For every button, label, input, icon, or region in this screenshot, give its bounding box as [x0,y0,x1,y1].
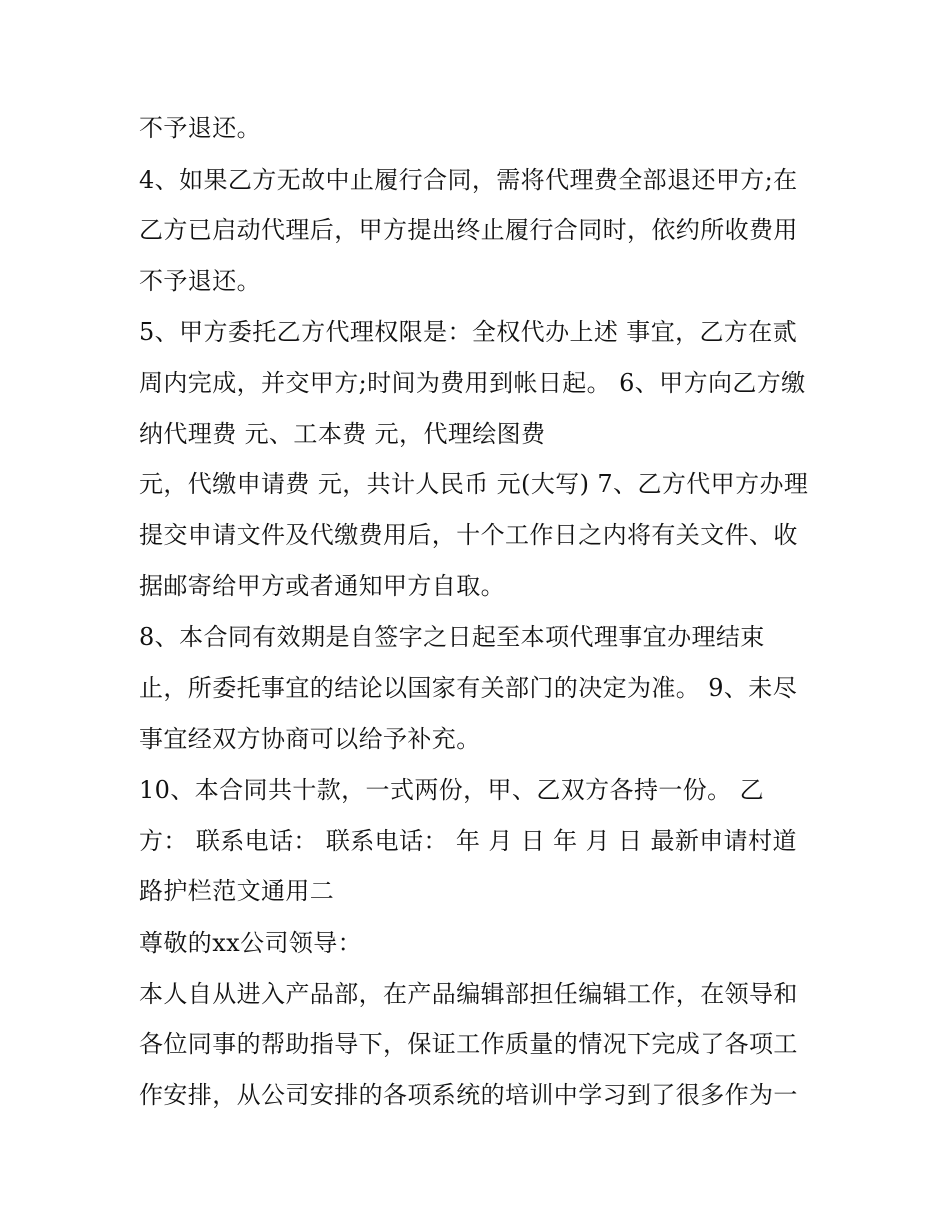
text-line: 本人自从进入产品部，在产品编辑部担任编辑工作，在领导和 [139,980,798,1008]
text-line: 4、如果乙方无故中止履行合同，需将代理费全部退还甲方;在 [139,166,798,194]
text-line: 路护栏范文通用二 [139,877,335,905]
text-line: 周内完成，并交甲方;时间为费用到帐日起。 6、甲方向乙方缴 [139,369,806,397]
text-line: 5、甲方委托乙方代理权限是：全权代办上述 事宜，乙方在贰 [139,318,798,346]
text-line: 据邮寄给甲方或者通知甲方自取。 [139,572,505,600]
text-line: 止，所委托事宜的结论以国家有关部门的决定为准。 9、未尽 [139,674,798,702]
text-line: 10、本合同共十款，一式两份，甲、乙双方各持一份。 乙 [139,776,764,804]
text-line: 作安排，从公司安排的各项系统的培训中学习到了很多作为一 [139,1081,798,1109]
text-line: 8、本合同有效期是自签字之日起至本项代理事宜办理结束 [139,623,765,651]
text-line: 不予退还。 [139,114,261,142]
text-line: 纳代理费 元、工本费 元，代理绘图费 [139,420,546,448]
text-line: 各位同事的帮助指导下，保证工作质量的情况下完成了各项工 [139,1030,798,1058]
text-line: 不予退还。 [139,267,261,295]
text-line: 提交申请文件及代缴费用后，十个工作日之内将有关文件、收 [139,521,798,549]
text-line: 事宜经双方协商可以给予补充。 [139,725,481,753]
text-line: 方： 联系电话： 联系电话： 年 月 日 年 月 日 最新申请村道 [139,827,797,855]
text-line: 乙方已启动代理后，甲方提出终止履行合同时，依约所收费用 [139,216,798,244]
text-line: 尊敬的xx公司领导： [139,929,363,957]
text-line: 元，代缴申请费 元，共计人民币 元(大写) 7、乙方代甲方办理 [139,470,809,498]
